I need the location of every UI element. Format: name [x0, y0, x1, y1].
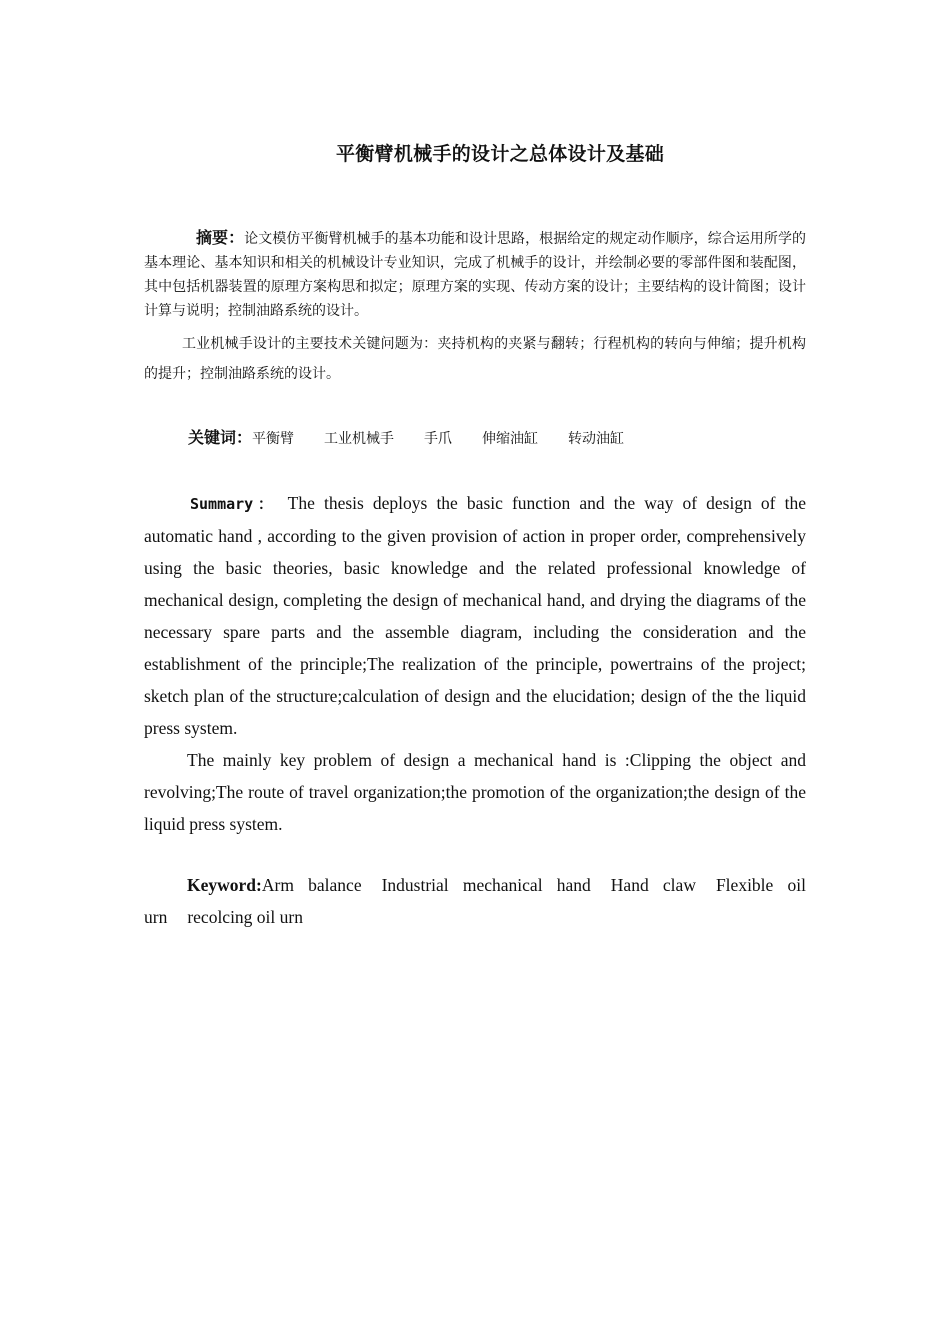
chinese-keyword: 平衡臂	[252, 431, 295, 447]
english-abstract-label: Summary：	[190, 495, 278, 513]
english-keywords	[144, 869, 806, 933]
english-abstract-paragraph-1	[144, 487, 806, 744]
chinese-keyword: 手爪	[424, 431, 453, 447]
chinese-keywords	[188, 425, 654, 448]
chinese-keyword: 工业机械手	[324, 431, 395, 447]
chinese-abstract-text-1: 论文模仿平衡臂机械手的基本功能和设计思路，根据给定的规定动作顺序，综合运用所学的基本理论、基本知识和相关的机械设计专业知识，完成了机械手的设计，并绘制必要的零部件图和装配图，其中包括机器装置的原理方案构思和拟定；原理方案的实现、传动方案的设计；主要结构的设计简图；设计计算与说明；控制油路系统的设计。	[144, 231, 806, 319]
chinese-keyword: 转动油缸	[568, 431, 625, 447]
page-title: 平衡臂机械手的设计之总体设计及基础	[335, 143, 665, 165]
chinese-keyword: 伸缩油缸	[482, 431, 539, 447]
chinese-abstract-paragraph-2: 工业机械手设计的主要技术关键问题为：夹持机构的夹紧与翻转；行程机构的转向与伸缩；提升机构的提升；控制油路系统的设计。	[144, 336, 806, 382]
english-keyword: Flexible oil urn	[144, 875, 806, 927]
english-abstract	[144, 487, 806, 840]
chinese-abstract-paragraph-1	[144, 226, 806, 323]
english-keyword: Industrial mechanical hand	[381, 875, 591, 895]
chinese-abstract	[144, 226, 806, 389]
english-abstract-paragraph-2: The mainly key problem of design a mechanical hand is :Clipping the object and revolving;The route of travel organization;the promotion of the organization;the design of the liquid press system.	[144, 750, 806, 834]
english-keyword: Arm balance	[261, 875, 362, 895]
chinese-keywords-label: 关键词：	[188, 428, 253, 447]
chinese-abstract-label: 摘要：	[196, 228, 245, 247]
english-keyword: recolcing oil urn	[187, 907, 303, 927]
english-keyword: Hand claw	[610, 875, 696, 895]
english-abstract-text-1: The thesis deploys the basic function and the way of design of the automatic hand , according to the given provision of action in proper order, comprehensively using the basic theories, basic knowledge and the related professional knowledge of mechanical design, completing the design of mechanical hand, and drying the diagrams of the necessary spare parts and the assemble diagram, including the consideration and the establishment of the principle;The realization of the principle, powertrains of the project; sketch plan of the structure;calculation of design and the elucidation; design of the the liquid press system.	[144, 493, 806, 738]
english-keywords-label: Keyword:	[187, 875, 262, 895]
